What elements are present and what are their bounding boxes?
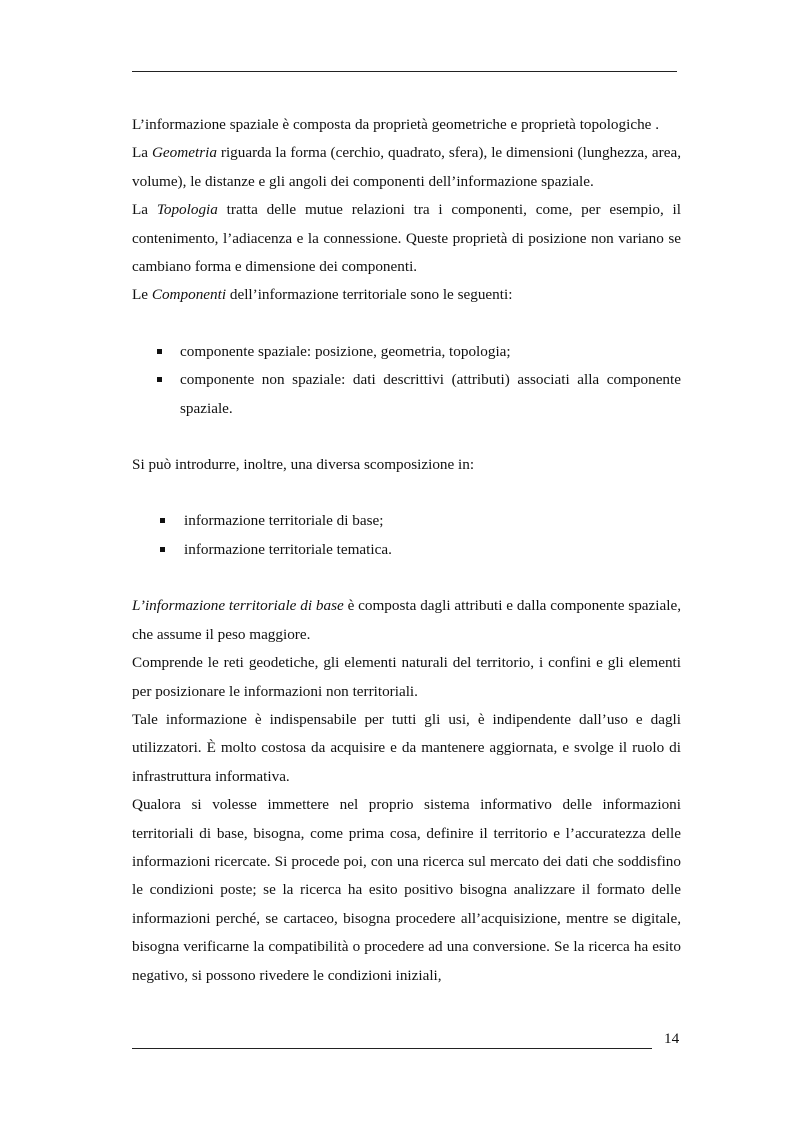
paragraph-procedure xyxy=(132,791,681,990)
list-item xyxy=(132,507,681,535)
paragraph-decomposition xyxy=(132,451,681,479)
paragraph-text: Qualora si volesse immettere nel proprio sistema informativo delle informazioni territoriali di base, bisogna, come prima cosa, definire il territorio e l’accuratezza delle informazioni ricercate. Si procede poi, con una ricerca sul mercato dei dati che soddisfino le condizioni poste; se la ricerca ha esito positivo bisogna analizzare il formato delle informazioni perché, se cartaceo, bisogna procedere all’acquisizione, mentre se digitale, bisogna verificarne la compatibilità o procedere ad una conversione. Se la ricerca ha esito negativo, si possono rivedere le condizioni iniziali, xyxy=(132,796,681,984)
paragraph-text: riguarda la forma (cerchio, quadrato, sfera), le dimensioni (lunghezza, area, volume), le distanze e gli angoli dei componenti dell’informazione spaziale. xyxy=(132,144,681,190)
paragraph-components xyxy=(132,281,681,309)
square-bullet-icon xyxy=(160,518,165,523)
paragraph-geometry xyxy=(132,139,681,196)
square-bullet-icon xyxy=(157,349,162,354)
paragraph-text: L’informazione spaziale è composta da proprietà geometriche e proprietà topologiche . xyxy=(132,116,659,133)
paragraph-text: La xyxy=(132,201,157,219)
list-item-text: informazione territoriale di base; xyxy=(184,512,384,530)
paragraph-text: dell’informazione territoriale sono le seguenti: xyxy=(226,286,513,304)
list-item xyxy=(132,536,681,564)
square-bullet-icon xyxy=(160,547,165,552)
term-componenti: Componenti xyxy=(151,286,227,304)
term-informazione-di-base: L’informazione territoriale di base xyxy=(132,597,344,615)
paragraph-indispensable xyxy=(132,706,681,791)
paragraph-includes xyxy=(132,649,681,706)
page-body xyxy=(132,111,681,990)
spacer xyxy=(132,423,681,451)
paragraph-text: tratta delle mutue relazioni tra i componenti, come, per esempio, il contenimento, l’adiacenza e la connessione. Queste proprietà di posizione non variano se cambiano forma e dimensione dei componenti. xyxy=(132,201,681,276)
square-bullet-icon xyxy=(157,377,162,382)
list-item-text: informazione territoriale tematica. xyxy=(184,540,392,558)
paragraph-spatial-info xyxy=(132,111,681,139)
term-topologia: Topologia xyxy=(156,201,218,219)
list-item xyxy=(132,366,681,423)
spacer xyxy=(132,310,681,338)
components-list xyxy=(132,338,681,423)
paragraph-text: Tale informazione è indispensabile per tutti gli usi, è indipendente dall’uso e dagli utilizzatori. È molto costosa da acquisire e da mantenere aggiornata, e svolge il ruolo di infrastruttura informativa. xyxy=(132,710,681,785)
page-number: 14 xyxy=(664,1030,680,1047)
paragraph-text: La xyxy=(132,144,152,162)
paragraph-text: è composta dagli attributi e dalla componente spaziale, che assume il peso maggiore. xyxy=(132,597,681,643)
paragraph-text: Comprende le reti geodetiche, gli elementi naturali del territorio, i confini e gli elementi per posizionare le informazioni non territoriali. xyxy=(132,654,681,700)
list-item-text: componente spaziale: posizione, geometria, topologia; xyxy=(180,342,511,360)
footer-rule xyxy=(132,1048,652,1049)
paragraph-text: Le xyxy=(132,286,152,304)
decomposition-list xyxy=(132,507,681,564)
list-item xyxy=(132,338,681,366)
list-item-text: componente non spaziale: dati descrittivi (attributi) associati alla componente spaziale. xyxy=(180,371,681,417)
paragraph-base-info xyxy=(132,592,681,649)
header-rule xyxy=(132,71,677,72)
paragraph-text: Si può introdurre, inoltre, una diversa scomposizione in: xyxy=(132,456,475,474)
spacer xyxy=(132,564,681,592)
term-geometria: Geometria xyxy=(151,144,217,162)
spacer xyxy=(132,479,681,507)
paragraph-topology xyxy=(132,196,681,281)
